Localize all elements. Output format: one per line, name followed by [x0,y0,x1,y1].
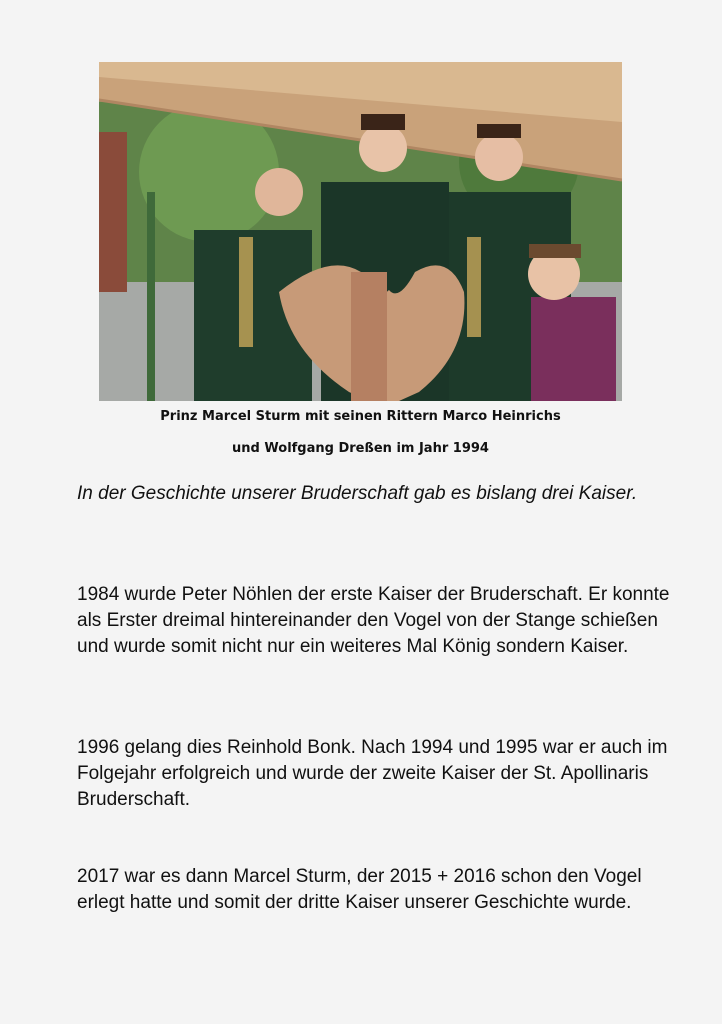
intro-paragraph: In der Geschichte unserer Bruderschaft gab es bislang drei Kaiser. [77,483,638,504]
paragraph-1984: 1984 wurde Peter Nöhlen der erste Kaiser der Bruderschaft. Er konnte als Erster dreimal hintereinander den Vogel von der Stange schießen und wurde somit nicht nur ein weiteres Mal König sondern Kaiser. [77,584,670,657]
group-photo [99,62,622,401]
photo-caption-line-2: und Wolfgang Dreßen im Jahr 1994 [232,441,489,456]
group-photo-illustration [99,62,622,401]
paragraph-2017: 2017 war es dann Marcel Sturm, der 2015 + 2016 schon den Vogel erlegt hatte und somit der dritte Kaiser unserer Geschichte wurde. [77,866,642,913]
paragraph-1996: 1996 gelang dies Reinhold Bonk. Nach 1994 und 1995 war er auch im Folgejahr erfolgreich und wurde der zweite Kaiser der St. Apollinaris Bruderschaft. [77,737,668,810]
photo-caption-line-1: Prinz Marcel Sturm mit seinen Rittern Marco Heinrichs [160,409,561,424]
